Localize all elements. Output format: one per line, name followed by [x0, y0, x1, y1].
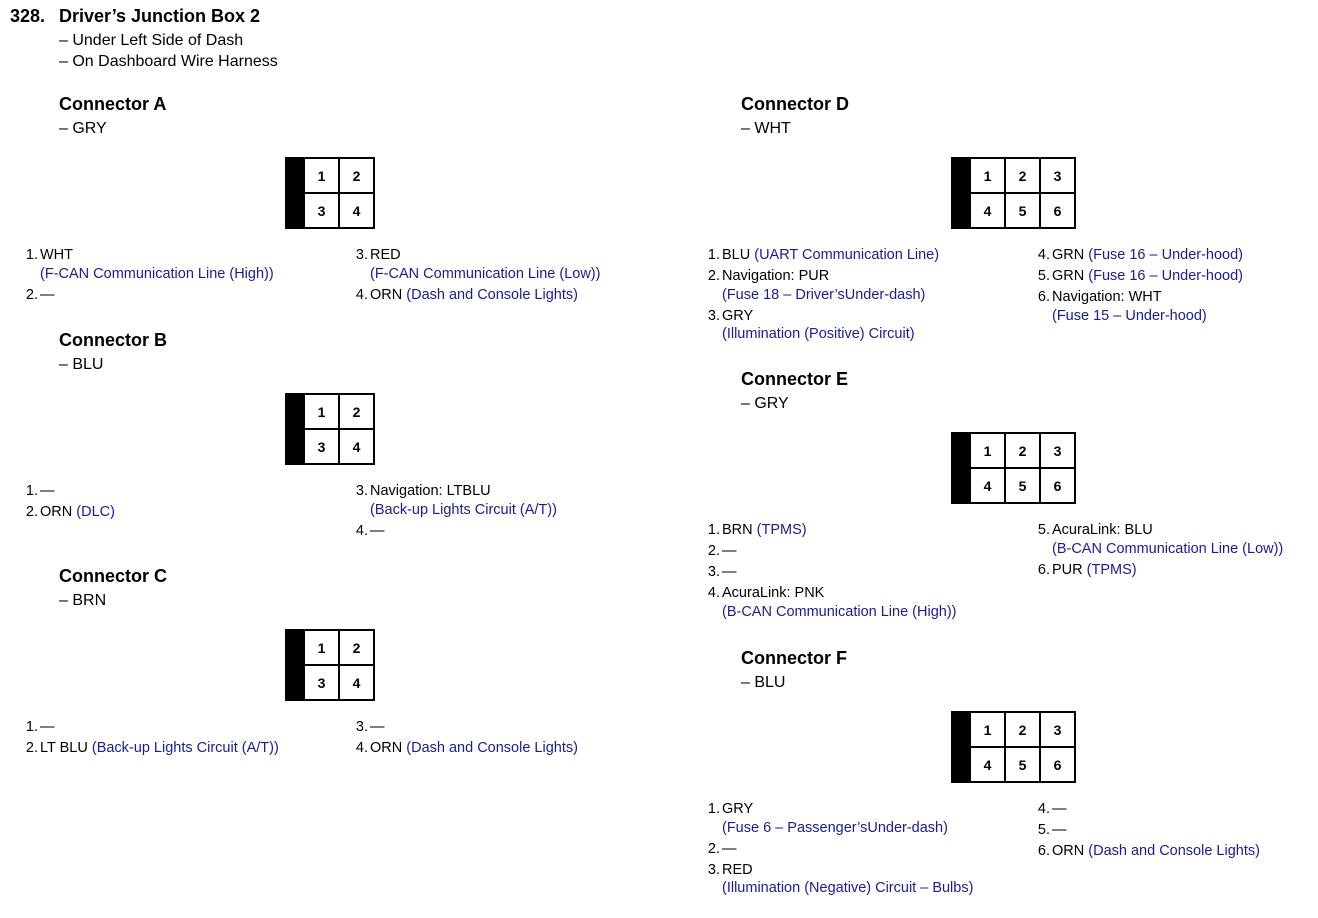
pin-cell: 5: [1006, 748, 1039, 781]
pin-item: 2. —: [707, 543, 737, 559]
page-title: [10, 6, 260, 27]
connector-b-title: Connector B: [59, 330, 167, 350]
connector-e-pins-left: [700, 521, 957, 624]
connector-c-pins-right: [348, 718, 578, 760]
pin-cell: 1: [305, 631, 338, 664]
connector-e-color: – GRY: [741, 395, 789, 412]
pin-item: 3. Navigation: LTBLU (Back-up Lights Circuit (A/T)): [355, 483, 557, 518]
pin-item: 6. PUR (TPMS): [1037, 561, 1137, 578]
connector-a-color: – GRY: [59, 120, 107, 137]
pin-cell: 1: [305, 159, 338, 192]
pin-cell: 2: [340, 631, 373, 664]
connector-f-pins-right: [1030, 800, 1260, 863]
connector-b-pins-right: [348, 482, 557, 543]
pin-cell: 5: [1006, 469, 1039, 502]
connector-a-pins-left: [18, 246, 274, 307]
pin-cell: 3: [1041, 159, 1074, 192]
connector-b-color: – BLU: [59, 356, 104, 373]
connector-a-title: Connector A: [59, 94, 167, 114]
pin-cell: 4: [340, 194, 373, 227]
pin-item: 1. BLU (UART Communication Line): [707, 247, 940, 263]
pin-cell: 3: [305, 666, 338, 699]
connector-d-diagram: [951, 157, 1076, 229]
pin-cell: 1: [971, 713, 1004, 746]
pin-item: 4. GRN (Fuse 16 – Under-hood): [1037, 247, 1244, 263]
pin-cell: 5: [1006, 194, 1039, 227]
pin-cell: 1: [971, 434, 1004, 467]
connector-e-title: Connector E: [741, 369, 849, 389]
pin-item: 2. —: [707, 840, 737, 857]
section-number: 328.: [10, 6, 46, 26]
connector-f-diagram: [951, 711, 1076, 783]
pin-cell: 3: [1041, 713, 1074, 746]
pin-item: 5. AcuraLink: BLU (B-CAN Communication Line (Low)): [1037, 522, 1284, 557]
pin-cell: 3: [305, 194, 338, 227]
pin-item: 1. BRN (TPMS): [707, 522, 807, 538]
pin-cell: 4: [971, 194, 1004, 227]
connector-e-pins-right: [1030, 521, 1283, 582]
pin-cell: 2: [1006, 159, 1039, 192]
pin-cell: 2: [1006, 713, 1039, 746]
pin-item: 5. GRN (Fuse 16 – Under-hood): [1037, 268, 1244, 284]
pin-cell: 6: [1041, 194, 1074, 227]
connector-c-pins-left: [18, 718, 279, 760]
pin-cell: 6: [1041, 748, 1074, 781]
pin-cell: 2: [1006, 434, 1039, 467]
pin-item: 5. —: [1037, 822, 1067, 838]
connector-c-diagram: [285, 629, 375, 701]
pin-item: 3. —: [707, 564, 737, 580]
connector-c-color: – BRN: [59, 592, 107, 609]
pin-cell: 4: [340, 666, 373, 699]
pin-cell: 2: [340, 159, 373, 192]
pin-cell: 1: [971, 159, 1004, 192]
pin-cell: 4: [971, 748, 1004, 781]
connector-a-pins-right: [348, 246, 600, 307]
location-line-2: – On Dashboard Wire Harness: [59, 53, 278, 70]
pin-cell: 3: [305, 430, 338, 463]
connector-e-diagram: [951, 432, 1076, 504]
connector-c-title: Connector C: [59, 566, 167, 586]
pin-cell: 3: [1041, 434, 1074, 467]
pin-cell: 1: [305, 395, 338, 428]
section-title: Driver’s Junction Box 2: [59, 6, 261, 26]
pin-item: 2. Navigation: PUR (Fuse 18 – Driver’sUnder-dash): [707, 268, 926, 303]
pin-item: 4. —: [355, 522, 385, 539]
pin-item: 4. —: [1037, 801, 1067, 817]
pin-item: 3. RED (Illumination (Negative) Circuit – Bulbs): [707, 861, 974, 896]
pin-item: 2. LT BLU (Back-up Lights Circuit (A/T)): [25, 740, 279, 756]
pin-item: 4. AcuraLink: PNK (B-CAN Communication Line (High)): [707, 585, 957, 620]
connector-d-title: Connector D: [741, 94, 849, 114]
pin-item: 3. GRY (Illumination (Positive) Circuit): [707, 307, 915, 342]
connector-b-diagram: [285, 393, 375, 465]
pin-item: 6. ORN (Dash and Console Lights): [1037, 843, 1260, 859]
connector-f-color: – BLU: [741, 674, 786, 691]
pin-cell: 4: [971, 469, 1004, 502]
pin-item: 1. —: [25, 483, 55, 499]
pin-item: 1. GRY (Fuse 6 – Passenger’sUnder-dash): [707, 801, 948, 836]
pin-item: 6. Navigation: WHT (Fuse 15 – Under-hood): [1037, 289, 1207, 324]
location-line-1: – Under Left Side of Dash: [59, 32, 244, 49]
pin-item: 2. —: [25, 286, 55, 303]
connector-f-title: Connector F: [741, 648, 847, 668]
connector-d-pins-left: [700, 246, 939, 346]
pin-cell: 2: [340, 395, 373, 428]
pin-item: 3. RED (F-CAN Communication Line (Low)): [355, 247, 601, 282]
pin-cell: 6: [1041, 469, 1074, 502]
connector-f-pins-left: [700, 800, 973, 900]
pin-item: 3. —: [355, 719, 385, 735]
pin-cell: 4: [340, 430, 373, 463]
connector-d-color: – WHT: [741, 120, 791, 137]
connector-b-pins-left: [18, 482, 115, 524]
pin-item: 4. ORN (Dash and Console Lights): [355, 286, 578, 303]
connector-d-pins-right: [1030, 246, 1243, 328]
pin-item: 4. ORN (Dash and Console Lights): [355, 740, 578, 756]
pin-item: 1. WHT (F-CAN Communication Line (High)): [25, 247, 274, 282]
pin-item: 2. ORN (DLC): [25, 504, 115, 520]
pin-item: 1. —: [25, 719, 55, 735]
connector-a-diagram: [285, 157, 375, 229]
